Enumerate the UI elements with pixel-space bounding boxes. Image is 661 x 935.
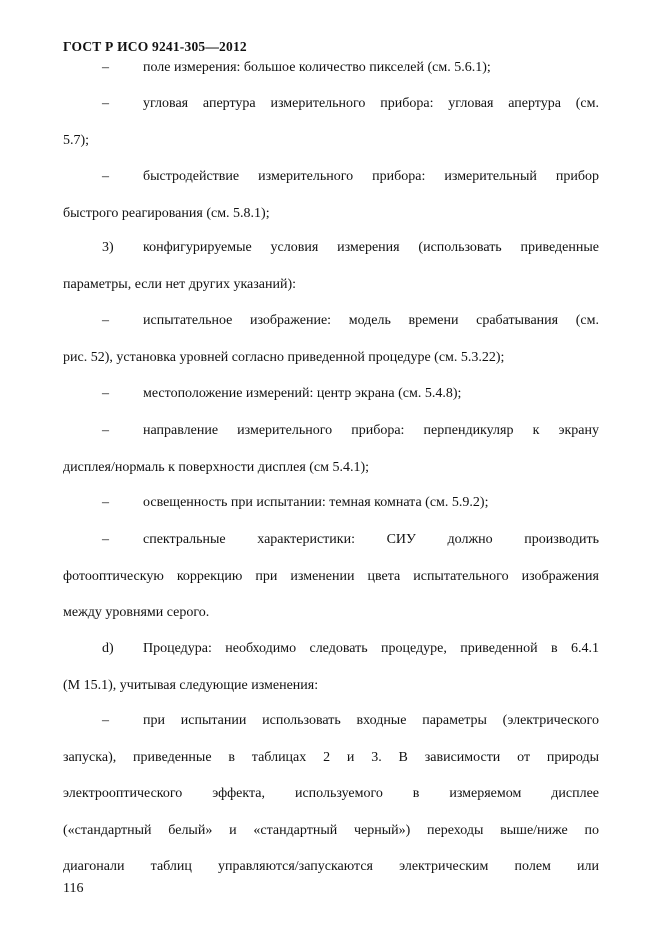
list-item	[63, 303, 599, 376]
list-marker: –	[102, 169, 109, 184]
text-line: (М 15.1), учитывая следующие изменения:	[63, 677, 319, 693]
text-line: 5.7);	[63, 132, 90, 148]
text-line: освещенность при испытании: темная комната (см. 5.9.2);	[143, 495, 489, 510]
list-marker: 3)	[102, 240, 114, 255]
text-line: местоположение измерений: центр экрана (см. 5.4.8);	[143, 386, 462, 401]
text-line: («стандартный белый» и «стандартный черный») переходы выше/ниже по	[63, 822, 599, 838]
list-marker: –	[102, 386, 109, 401]
list-marker: –	[102, 423, 109, 438]
list-item	[63, 376, 599, 413]
list-marker: –	[102, 713, 109, 728]
text-line: между уровнями серого.	[63, 605, 210, 621]
list-item	[63, 159, 599, 232]
text-line: дисплея/нормаль к поверхности дисплея (см 5.4.1);	[63, 459, 370, 475]
list-item	[63, 230, 599, 303]
text-line: параметры, если нет других указаний):	[63, 276, 297, 292]
list-marker: –	[102, 60, 109, 75]
text-line: запуска), приведенные в таблицах 2 и 3. В зависимости от природы	[63, 749, 599, 765]
list-item	[63, 413, 599, 486]
list-item	[63, 703, 599, 886]
text-line: диагонали таблиц управляются/запускаются электрическим полем или	[63, 859, 599, 875]
text-line: спектральные характеристики: СИУ должно производить	[143, 532, 599, 547]
text-line: поле измерения: большое количество пикселей (см. 5.6.1);	[143, 60, 491, 75]
text-line: угловая апертура измерительного прибора: угловая апертура (см.	[143, 96, 599, 111]
list-marker: –	[102, 532, 109, 547]
list-item	[63, 631, 599, 704]
list-marker: –	[102, 313, 109, 328]
text-line: при испытании использовать входные параметры (электрического	[143, 713, 599, 728]
text-line: быстрого реагирования (см. 5.8.1);	[63, 205, 270, 221]
text-line: быстродействие измерительного прибора: измерительный прибор	[143, 169, 599, 184]
text-line: испытательное изображение: модель времени срабатывания (см.	[143, 313, 599, 328]
text-line: конфигурируемые условия измерения (использовать приведенные	[143, 240, 599, 255]
text-line: фотооптическую коррекцию при изменении цвета испытательного изображения	[63, 568, 599, 584]
list-marker: –	[102, 495, 109, 510]
list-marker: –	[102, 96, 109, 111]
text-line: направление измерительного прибора: перпендикуляр к экрану	[143, 423, 599, 438]
text-line: Процедура: необходимо следовать процедуре, приведенной в 6.4.1	[143, 641, 599, 656]
document-header: ГОСТ Р ИСО 9241-305—2012	[63, 39, 247, 54]
list-item	[63, 50, 599, 87]
page-number: 116	[63, 881, 84, 896]
list-item	[63, 522, 599, 632]
list-marker: d)	[102, 641, 114, 656]
list-item	[63, 86, 599, 159]
text-line: рис. 52), установка уровней согласно приведенной процедуре (см. 5.3.22);	[63, 349, 505, 365]
text-line: электрооптического эффекта, используемого в измеряемом дисплее	[63, 786, 599, 802]
list-item	[63, 485, 599, 522]
